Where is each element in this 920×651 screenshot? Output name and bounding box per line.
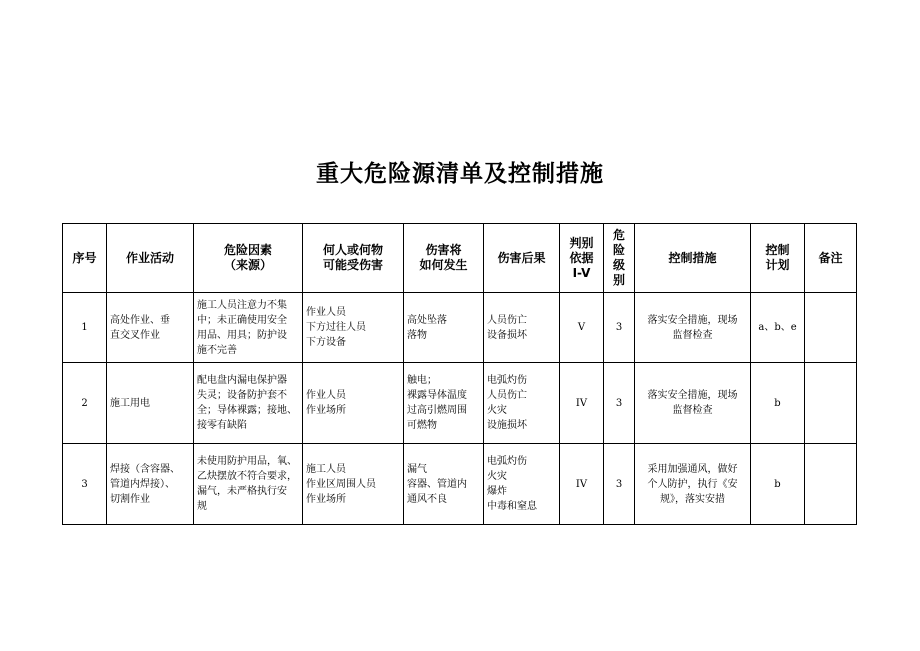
hazard-table — [62, 223, 857, 525]
plan-cell — [751, 293, 805, 363]
consequence-cell — [484, 444, 560, 525]
cell-text: 2 — [81, 397, 88, 409]
header-text: 危 — [612, 228, 625, 242]
cell-text: 焊接（含容器、 — [110, 463, 180, 475]
cell-text: 监督检查 — [672, 329, 713, 341]
cell-text: 设备损坏 — [487, 329, 527, 341]
cell-text: 设施损坏 — [487, 420, 527, 431]
measures-cell — [635, 363, 751, 444]
cell-text: 落实安全措施，现场 — [647, 390, 738, 401]
cell-text: 监督检查 — [672, 405, 713, 416]
cell-text: V — [577, 322, 586, 333]
factors-cell — [194, 444, 303, 525]
cell-text: 作业人员 — [306, 390, 346, 401]
cell-text: 采用加强通风，做好 — [647, 463, 738, 475]
header-text: 依据 — [569, 250, 594, 265]
cell-text: 施不完善 — [197, 344, 237, 356]
cell-text: 施工人员注意力不集 — [197, 299, 287, 311]
measures-cell — [635, 444, 751, 525]
consequence-cell — [484, 293, 560, 363]
header-text: 危险因素 — [223, 243, 272, 257]
level-cell — [604, 363, 635, 444]
header-text: 如何发生 — [419, 258, 468, 272]
header-text: 级 — [612, 258, 625, 272]
table-body — [63, 293, 857, 525]
cell-text: 规》，落实安措 — [660, 493, 725, 505]
cell-text: 作业区周围人员 — [306, 478, 376, 490]
remark-cell — [805, 363, 857, 444]
cell-text: 作业人员 — [306, 307, 346, 318]
cell-text: 裸露导体温度 — [407, 390, 467, 401]
cell-text: IV — [575, 397, 588, 409]
cell-text: 高处坠落 — [407, 314, 447, 326]
header-text: 可能受伤害 — [322, 258, 383, 272]
affected-cell — [303, 293, 404, 363]
cell-text: 用品、用具；防护设 — [197, 329, 287, 341]
plan-cell — [751, 444, 805, 525]
cell-text: 管道内焊接）、 — [110, 478, 175, 490]
cell-text: 个人防护，执行《安 — [647, 478, 738, 490]
cell-text: 落实安全措施，现场 — [647, 314, 738, 326]
cell-text: 容器、管道内 — [407, 478, 467, 490]
col-measures-header — [635, 224, 751, 293]
cell-text: 规 — [197, 501, 207, 512]
measures-cell — [635, 293, 751, 363]
cell-text: 漏气 — [407, 463, 427, 475]
cell-text: 过高引燃周围 — [407, 405, 467, 416]
header-text: 作业活动 — [125, 250, 174, 265]
cell-text: 3 — [615, 478, 623, 490]
cell-text: 切割作业 — [110, 493, 150, 505]
header-text: （来源） — [223, 258, 272, 272]
activity-cell — [107, 363, 194, 444]
col-basis-header — [560, 224, 604, 293]
table-row — [63, 363, 857, 444]
table-row — [63, 293, 857, 363]
cell-text: 通风不良 — [407, 493, 447, 505]
header-text: 备注 — [818, 250, 843, 265]
header-row — [63, 224, 857, 293]
how-cell — [404, 444, 484, 525]
cell-text: b — [774, 478, 781, 490]
cell-text: 电弧灼伤 — [487, 456, 527, 467]
col-how-header — [404, 224, 484, 293]
seq-cell — [63, 293, 107, 363]
level-cell — [604, 293, 635, 363]
header-text: 险 — [612, 243, 625, 257]
cell-text: 人员伤亡 — [487, 390, 527, 401]
cell-text: 接零有缺陷 — [197, 420, 247, 431]
col-seq-header — [63, 224, 107, 293]
activity-cell — [107, 293, 194, 363]
cell-text: 作业场所 — [306, 493, 346, 505]
cell-text: 爆炸 — [487, 486, 507, 497]
header-text: I-V — [572, 265, 591, 280]
header-text: 序号 — [72, 250, 97, 265]
header-text: 别 — [612, 273, 625, 287]
basis-cell — [560, 293, 604, 363]
cell-text: 全；导体裸露；接地、 — [197, 405, 297, 416]
remark-cell — [805, 293, 857, 363]
cell-text: 可燃物 — [407, 420, 437, 431]
cell-text: 直交叉作业 — [110, 329, 160, 341]
cell-text: IV — [575, 478, 588, 490]
cell-text: 未使用防护用品，氧、 — [197, 456, 297, 467]
header-text: 何人或何物 — [322, 243, 383, 257]
col-factors-header — [194, 224, 303, 293]
basis-cell — [560, 444, 604, 525]
col-plan-header — [751, 224, 805, 293]
seq-cell — [63, 444, 107, 525]
affected-cell — [303, 444, 404, 525]
header-text: 控制 — [765, 243, 790, 257]
header-text: 判别 — [569, 235, 594, 250]
document-title: 重大危险源清单及控制措施 — [316, 161, 604, 187]
remark-cell — [805, 444, 857, 525]
seq-cell — [63, 363, 107, 444]
header-text: 计划 — [765, 258, 790, 272]
affected-cell — [303, 363, 404, 444]
table-row — [63, 444, 857, 525]
cell-text: 下方设备 — [306, 337, 346, 348]
cell-text: 火灾 — [487, 471, 507, 482]
col-consequence-header — [484, 224, 560, 293]
level-cell — [604, 444, 635, 525]
cell-text: 火灾 — [487, 405, 507, 416]
cell-text: 施工人员 — [306, 463, 346, 475]
plan-cell — [751, 363, 805, 444]
cell-text: 失灵；设备防护套不 — [197, 390, 287, 401]
cell-text: 3 — [615, 397, 623, 409]
activity-cell — [107, 444, 194, 525]
cell-text: 施工用电 — [110, 397, 150, 409]
factors-cell — [194, 363, 303, 444]
header-text: 伤害将 — [425, 243, 462, 257]
cell-text: 触电； — [407, 375, 437, 386]
header-text: 伤害后果 — [497, 250, 546, 265]
cell-text: 1 — [81, 322, 88, 333]
basis-cell — [560, 363, 604, 444]
cell-text: 电弧灼伤 — [487, 375, 527, 386]
col-affected-header — [303, 224, 404, 293]
cell-text: 3 — [81, 478, 88, 490]
cell-text: 3 — [615, 322, 623, 333]
cell-text: 中；未正确使用安全 — [197, 314, 287, 326]
cell-text: b — [774, 397, 781, 409]
how-cell — [404, 293, 484, 363]
col-remark-header — [805, 224, 857, 293]
cell-text: 配电盘内漏电保护器 — [197, 375, 287, 386]
cell-text: 作业场所 — [306, 405, 346, 416]
cell-text: a、b、e — [758, 322, 797, 333]
consequence-cell — [484, 363, 560, 444]
factors-cell — [194, 293, 303, 363]
cell-text: 落物 — [407, 329, 427, 341]
header-text: 控制措施 — [668, 250, 717, 265]
cell-text: 中毒和窒息 — [487, 501, 537, 512]
how-cell — [404, 363, 484, 444]
cell-text: 下方过往人员 — [306, 322, 366, 333]
col-activity-header — [107, 224, 194, 293]
col-level-header — [604, 224, 635, 293]
cell-text: 漏气，未严格执行安 — [197, 486, 287, 497]
cell-text: 人员伤亡 — [487, 314, 527, 326]
cell-text: 高处作业、垂 — [110, 314, 170, 326]
cell-text: 乙炔摆放不符合要求， — [197, 471, 297, 482]
